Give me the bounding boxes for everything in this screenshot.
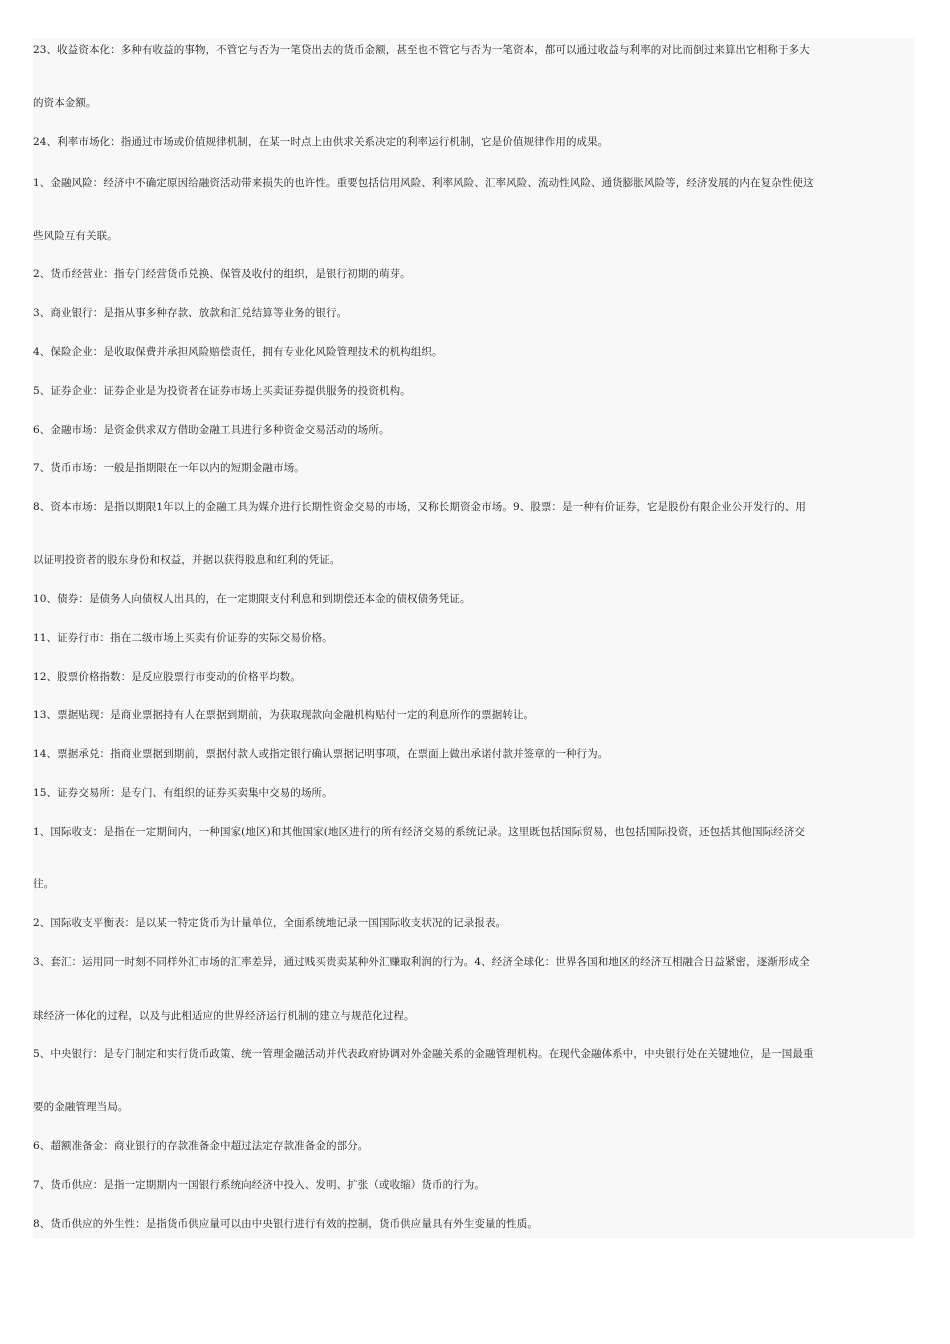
text-line: 3、套汇：运用同一时刻不同样外汇市场的汇率差异，通过贱买贵卖某种外汇赚取利润的行为。4、经济全球化：世界各国和地区的经济互相融合日益紧密，逐渐形成全 [33, 956, 810, 968]
text-line: 2、国际收支平衡表：是以某一特定货币为计量单位，全面系统地记录一国国际收支状况的记录报表。 [33, 917, 507, 929]
text-line: 要的金融管理当局。 [33, 1101, 129, 1113]
text-line: 往。 [33, 878, 55, 890]
document-page [33, 38, 915, 1238]
text-line: 8、资本市场：是指以期限1年以上的金融工具为媒介进行长期性资金交易的市场，又称长期资金市场。9、股票：是一种有价证券，它是股份有限企业公开发行的、用 [33, 501, 806, 513]
text-line: 2、货币经营业：指专门经营货币兑换、保管及收付的组织，是银行初期的萌芽。 [33, 268, 411, 280]
text-line: 10、债券：是债务人向债权人出具的，在一定期限支付利息和到期偿还本金的债权债务凭证。 [33, 593, 471, 605]
text-line: 些风险互有关联。 [33, 230, 118, 242]
text-line: 6、金融市场：是资金供求双方借助金融工具进行多种资金交易活动的场所。 [33, 424, 390, 436]
text-line: 球经济一体化的过程，以及与此相适应的世界经济运行机制的建立与规范化过程。 [33, 1010, 415, 1022]
text-line: 7、货币市场：一般是指期限在一年以内的短期金融市场。 [33, 462, 305, 474]
text-line: 11、证券行市：指在二级市场上买卖有价证券的实际交易价格。 [33, 632, 333, 644]
text-line: 15、证券交易所：是专门、有组织的证券买卖集中交易的场所。 [33, 787, 333, 799]
text-line: 7、货币供应：是指一定期期内一国银行系统向经济中投入、发明、扩张（或收缩）货币的行为。 [33, 1179, 485, 1191]
text-line: 24、利率市场化：指通过市场或价值规律机制，在某一时点上由供求关系决定的利率运行机制，它是价值规律作用的成果。 [33, 136, 609, 148]
text-line: 5、证券企业：证券企业是为投资者在证券市场上买卖证券提供服务的投资机构。 [33, 385, 411, 397]
text-line: 以证明投资者的股东身份和权益，并据以获得股息和红利的凭证。 [33, 554, 341, 566]
text-line: 8、货币供应的外生性：是指货币供应量可以由中央银行进行有效的控制，货币供应量具有外生变量的性质。 [33, 1218, 538, 1230]
text-line: 12、股票价格指数：是反应股票行市变动的价格平均数。 [33, 671, 301, 683]
text-line: 1、国际收支：是指在一定期间内，一种国家(地区)和其他国家(地区进行的所有经济交易的系统记录。这里既包括国际贸易，也包括国际投资，还包括其他国际经济交 [33, 826, 805, 838]
text-line: 6、超额准备金：商业银行的存款准备金中超过法定存款准备金的部分。 [33, 1140, 369, 1152]
text-line: 13、票据贴现：是商业票据持有人在票据到期前，为获取现款向金融机构贴付一定的利息所作的票据转让。 [33, 709, 535, 721]
text-line: 5、中央银行：是专门制定和实行货币政策、统一管理金融活动并代表政府协调对外金融关系的金融管理机构。在现代金融体系中，中央银行处在关键地位，是一国最重 [33, 1048, 814, 1060]
text-line: 的资本金额。 [33, 97, 97, 109]
text-line: 14、票据承兑：指商业票据到期前，票据付款人或指定银行确认票据记明事项，在票面上做出承诺付款并签章的一种行为。 [33, 748, 609, 760]
text-line: 3、商业银行：是指从事多种存款、放款和汇兑结算等业务的银行。 [33, 307, 348, 319]
text-line: 23、收益资本化：多种有收益的事物，不管它与否为一笔贷出去的货币金额，甚至也不管它与否为一笔资本，都可以通过收益与利率的对比而倒过来算出它相称于多大 [33, 44, 810, 56]
text-line: 4、保险企业：是收取保费并承担风险赔偿责任，拥有专业化风险管理技术的机构组织。 [33, 346, 443, 358]
text-line: 1、金融风险：经济中不确定原因给融资活动带来损失的也许性。重要包括信用风险、利率风险、汇率风险、流动性风险、通货膨胀风险等，经济发展的内在复杂性使这 [33, 177, 814, 189]
